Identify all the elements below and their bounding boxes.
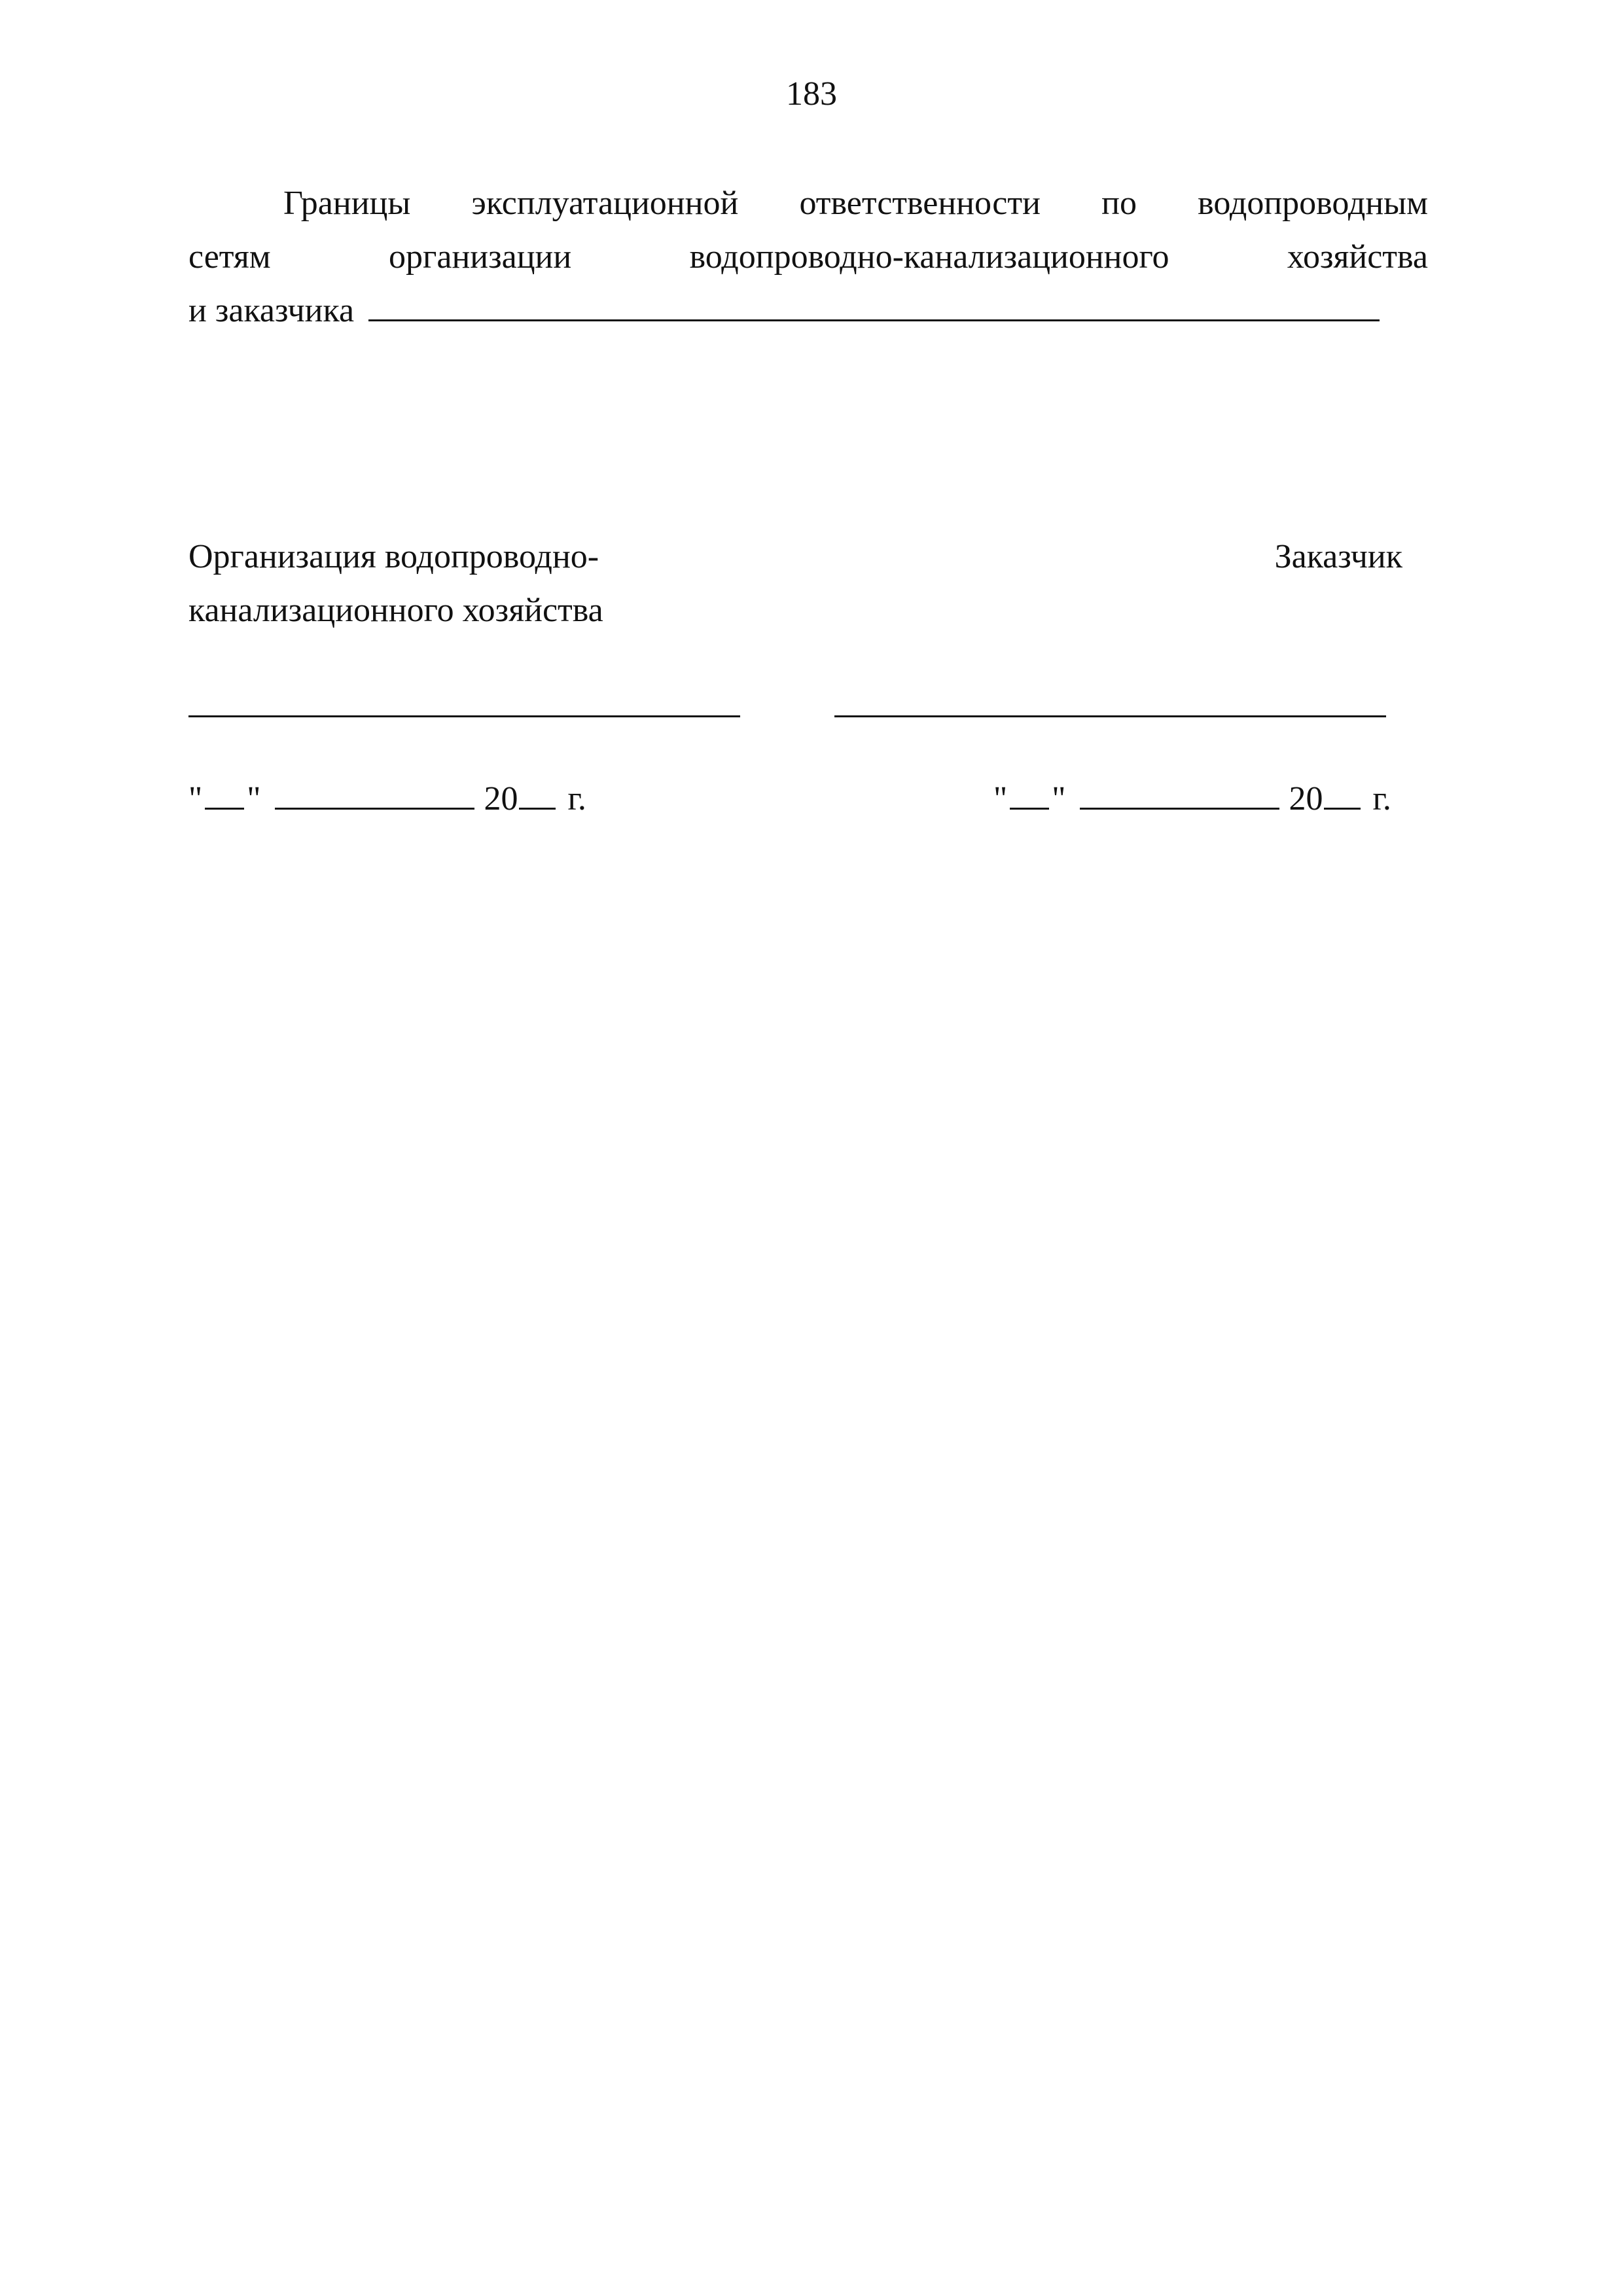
customer-date xyxy=(993,772,1391,826)
heading-line-1 xyxy=(188,177,1428,230)
heading-word: ответственности xyxy=(799,185,1041,222)
quote-open: " xyxy=(188,780,203,817)
year-prefix: 20 xyxy=(1289,780,1323,817)
year-prefix: 20 xyxy=(484,780,518,817)
heading-word: хозяйства xyxy=(1287,238,1428,276)
heading-word: по xyxy=(1101,185,1137,222)
customer-name-field[interactable] xyxy=(368,289,1380,321)
month-field[interactable] xyxy=(1080,779,1279,810)
heading-line-2 xyxy=(188,230,1428,284)
heading-word: организации xyxy=(389,238,572,276)
heading-line-3-text: и заказчика xyxy=(188,292,355,329)
page-number: 183 xyxy=(786,75,837,113)
organization-date xyxy=(188,772,586,826)
year-field[interactable] xyxy=(1324,779,1361,810)
customer-label: Заказчик xyxy=(1274,538,1402,575)
quote-close: " xyxy=(1052,780,1066,817)
organization-label-line-1: Организация водопроводно- xyxy=(188,538,599,575)
customer-signature-field[interactable] xyxy=(834,715,1386,717)
organization-label-line-2: канализационного хозяйства xyxy=(188,592,603,629)
year-field[interactable] xyxy=(519,779,556,810)
document-heading xyxy=(188,177,1428,338)
heading-word: водопроводно-канализационного xyxy=(689,238,1169,276)
heading-word: водопроводным xyxy=(1198,185,1428,222)
year-suffix: г. xyxy=(1372,780,1391,817)
heading-word: эксплуатационной xyxy=(471,185,739,222)
heading-line-1-text xyxy=(283,177,1428,230)
quote-open: " xyxy=(993,780,1008,817)
day-field[interactable] xyxy=(205,779,244,810)
quote-close: " xyxy=(247,780,261,817)
heading-line-3 xyxy=(188,284,1428,338)
heading-word: сетям xyxy=(188,238,271,276)
organization-signature-field[interactable] xyxy=(188,715,740,717)
organization-label xyxy=(188,530,603,637)
day-field[interactable] xyxy=(1010,779,1049,810)
heading-word: Границы xyxy=(283,185,411,222)
year-suffix: г. xyxy=(567,780,586,817)
month-field[interactable] xyxy=(275,779,474,810)
